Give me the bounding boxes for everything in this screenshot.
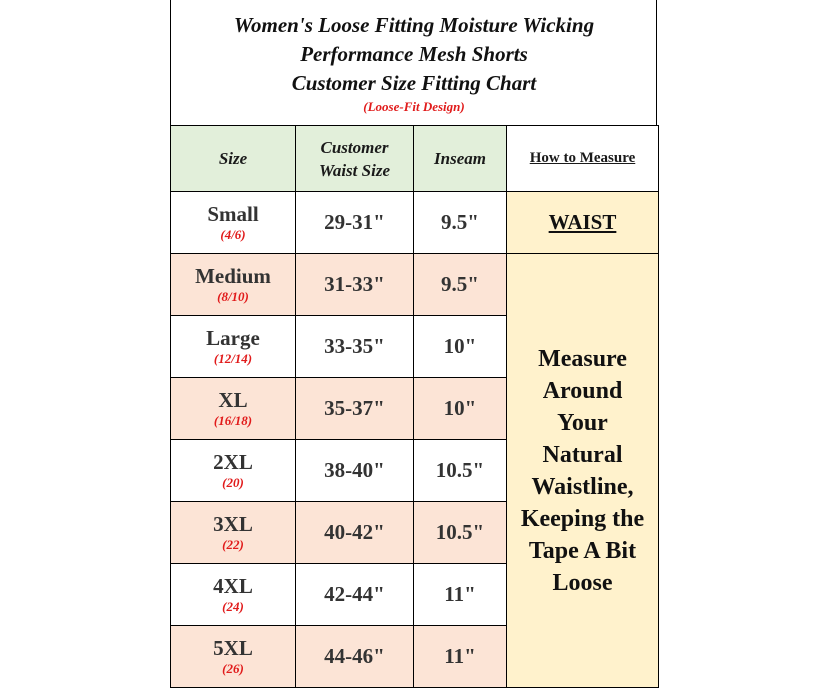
size-cell	[171, 502, 296, 564]
waist-cell: 40-42"	[296, 502, 414, 564]
measure-line: Your	[557, 409, 608, 436]
inseam-cell: 11"	[414, 626, 507, 688]
size-cell	[171, 254, 296, 316]
waist-cell: 31-33"	[296, 254, 414, 316]
measure-line: Waistline,	[531, 473, 634, 500]
size-table	[170, 125, 659, 688]
measure-line: Keeping the	[520, 505, 645, 532]
header-row	[171, 126, 659, 192]
waist-cell: 44-46"	[296, 626, 414, 688]
size-cell	[171, 378, 296, 440]
inseam-cell: 9.5"	[414, 192, 507, 254]
inseam-cell: 10.5"	[414, 502, 507, 564]
size-cell	[171, 192, 296, 254]
size-name: 4XL	[213, 573, 253, 598]
size-number: (4/6)	[220, 226, 246, 242]
size-number: (8/10)	[217, 288, 249, 304]
title-line-3: Customer Size Fitting Chart	[291, 71, 537, 95]
table-row	[171, 192, 659, 254]
header-how-to-measure: How to Measure	[507, 126, 659, 192]
size-chart	[170, 0, 657, 688]
inseam-cell: 10.5"	[414, 440, 507, 502]
header-waist	[296, 126, 414, 192]
size-number: (16/18)	[213, 412, 253, 428]
size-name: 2XL	[213, 449, 253, 474]
waist-label: WAIST	[548, 210, 617, 234]
header-waist-line-2: Waist Size	[318, 160, 390, 180]
size-name: 3XL	[213, 511, 253, 536]
waist-cell: 29-31"	[296, 192, 414, 254]
chart-title	[171, 0, 657, 125]
size-name: Small	[207, 201, 259, 226]
size-cell	[171, 316, 296, 378]
size-number: (26)	[222, 660, 244, 676]
size-name: 5XL	[213, 635, 253, 660]
header-waist-line-1: Customer	[320, 137, 389, 157]
size-cell	[171, 626, 296, 688]
measure-line: Around	[542, 377, 623, 404]
size-number: (20)	[222, 474, 244, 490]
size-number: (24)	[222, 598, 244, 614]
measure-instructions	[507, 343, 658, 599]
measure-line: Tape A Bit	[528, 537, 637, 564]
size-name: Large	[206, 325, 260, 350]
header-inseam: Inseam	[414, 126, 507, 192]
waist-cell: 42-44"	[296, 564, 414, 626]
chart-subtitle: (Loose-Fit Design)	[363, 99, 465, 114]
size-name: Medium	[195, 263, 271, 288]
table-row	[171, 254, 659, 316]
size-name: XL	[218, 387, 248, 412]
inseam-cell: 10"	[414, 316, 507, 378]
waist-label-cell	[507, 192, 659, 254]
size-cell	[171, 440, 296, 502]
waist-cell: 33-35"	[296, 316, 414, 378]
size-cell	[171, 564, 296, 626]
title-line-1: Women's Loose Fitting Moisture Wicking	[233, 13, 595, 37]
inseam-cell: 11"	[414, 564, 507, 626]
measure-instructions-cell	[507, 254, 659, 688]
measure-line: Measure	[538, 345, 627, 372]
size-number: (12/14)	[213, 350, 253, 366]
title-line-2: Performance Mesh Shorts	[300, 42, 528, 66]
inseam-cell: 10"	[414, 378, 507, 440]
measure-line: Natural	[542, 441, 623, 468]
waist-cell: 35-37"	[296, 378, 414, 440]
measure-line: Loose	[552, 569, 613, 596]
header-size: Size	[171, 126, 296, 192]
size-number: (22)	[222, 536, 244, 552]
waist-cell: 38-40"	[296, 440, 414, 502]
inseam-cell: 9.5"	[414, 254, 507, 316]
